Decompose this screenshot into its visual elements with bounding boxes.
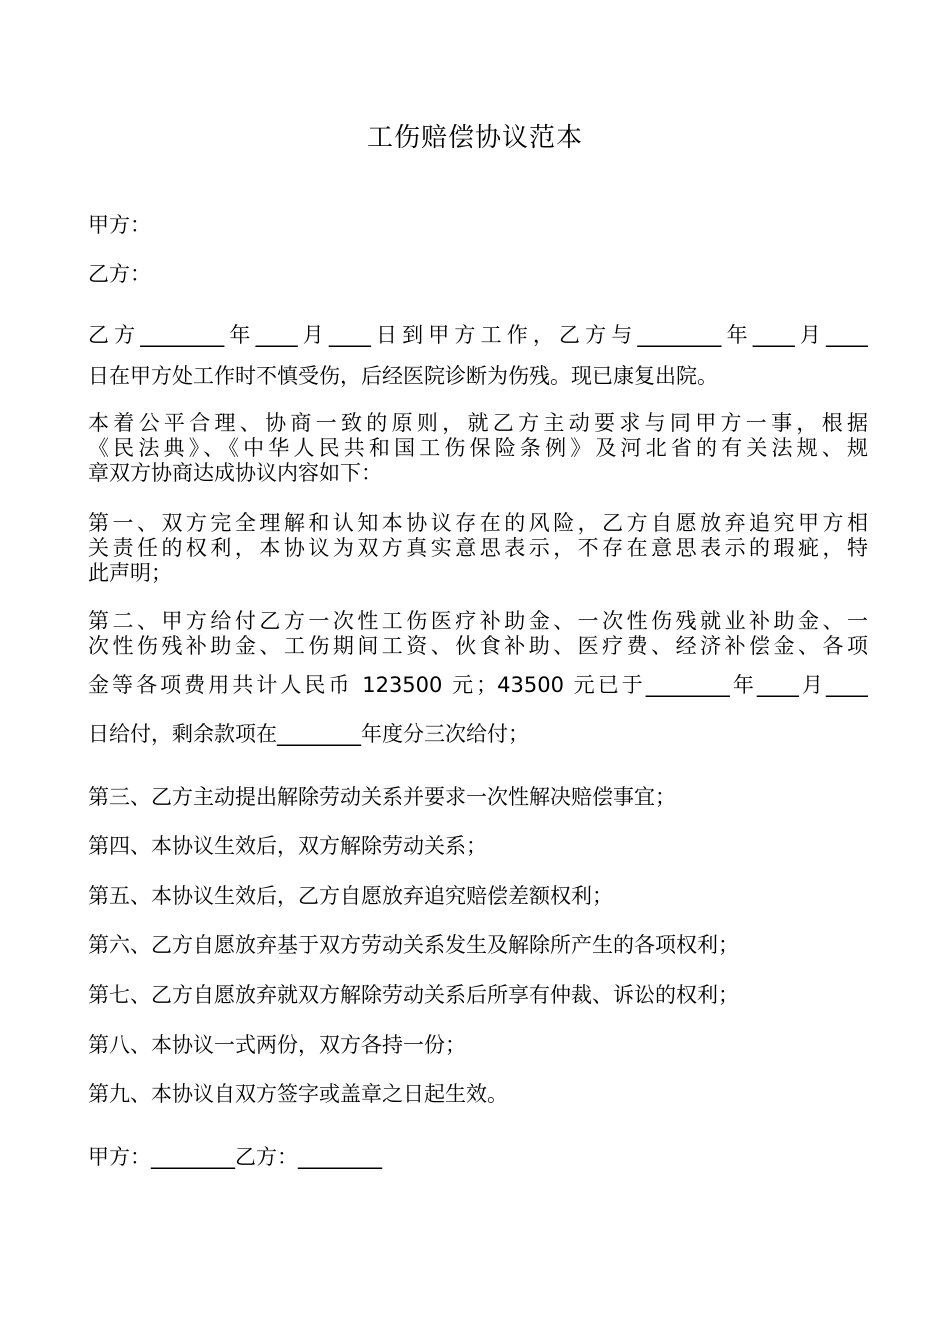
paragraph-line: 日给付，剩余款项在________年度分三次给付； bbox=[88, 722, 529, 746]
article-9: 第九、本协议自双方签字或盖章之日起生效。 bbox=[88, 1082, 508, 1106]
document-title: 工伤赔偿协议范本 bbox=[366, 123, 583, 153]
paragraph-line: 第二、甲方给付乙方一次性工伤医疗补助金、一次性伤残就业补助金、一 bbox=[88, 609, 868, 633]
article-4: 第四、本协议生效后，双方解除劳动关系； bbox=[88, 834, 487, 858]
signature-line: 甲方：________乙方：________ bbox=[88, 1145, 382, 1169]
paragraph-line: 次性伤残补助金、工伤期间工资、伙食补助、医疗费、经济补偿金、各项 bbox=[88, 634, 868, 658]
paragraph-line: 关责任的权利，本协议为双方真实意思表示，不存在意思表示的瑕疵，特 bbox=[88, 536, 868, 560]
party-a-label: 甲方： bbox=[88, 213, 151, 237]
paragraph-line: 乙方________年____月____日到甲方工作，乙方与________年____月____ bbox=[88, 323, 868, 347]
article-6: 第六、乙方自愿放弃基于双方劳动关系发生及解除所产生的各项权利； bbox=[88, 933, 739, 957]
article-8: 第八、本协议一式两份，双方各持一份； bbox=[88, 1033, 466, 1057]
paragraph-line: 第一、双方完全理解和认知本协议存在的风险，乙方自愿放弃追究甲方相 bbox=[88, 511, 868, 535]
paragraph-line: 日在甲方处工作时不慎受伤，后经医院诊断为伤残。现已康复出院。 bbox=[88, 364, 718, 388]
article-3: 第三、乙方主动提出解除劳动关系并要求一次性解决赔偿事宜； bbox=[88, 785, 676, 809]
paragraph-line: 金等各项费用共计人民币 123500 元；43500 元已于________年____月____ bbox=[88, 673, 868, 697]
article-5: 第五、本协议生效后，乙方自愿放弃追究赔偿差额权利； bbox=[88, 884, 613, 908]
paragraph-line: 章双方协商达成协议内容如下： bbox=[88, 461, 382, 485]
paragraph-line: 《民法典》、《中华人民共和国工伤保险条例》及河北省的有关法规、规 bbox=[88, 436, 868, 460]
article-7: 第七、乙方自愿放弃就双方解除劳动关系后所享有仲裁、诉讼的权利； bbox=[88, 983, 739, 1007]
paragraph-line: 本着公平合理、协商一致的原则，就乙方主动要求与同甲方一事，根据 bbox=[88, 411, 868, 435]
paragraph-line: 此声明； bbox=[88, 561, 172, 585]
party-b-label: 乙方： bbox=[88, 262, 151, 286]
